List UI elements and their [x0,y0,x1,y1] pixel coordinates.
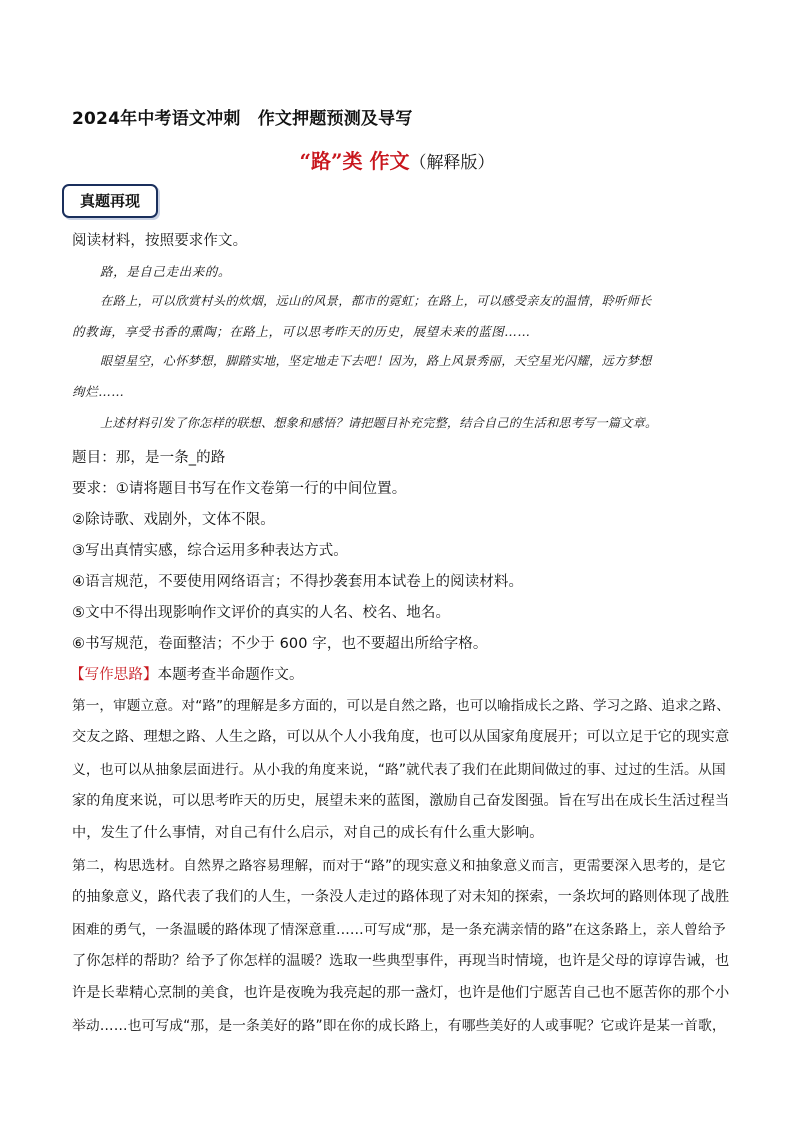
requirement-item: ②除诗歌、戏剧外，文体不限。 [72,512,275,528]
analysis-line: 第一，审题立意。对“路”的理解是多方面的，可以是自然之路，也可以喻指成长之路、学习之路、追求之路、 [72,698,730,714]
material-line: 路，是自己走出来的。 [100,264,232,279]
analysis-line: 义，也可以从抽象层面进行。从小我的角度来说，“路”就代表了我们在此期间做过的事、过过的生活。从国 [72,762,726,778]
analysis-line: 困难的勇气，一条温暖的路体现了情深意重……可写成“那，是一条充满亲情的路”在这条路上，亲人曾给予 [72,922,726,938]
analysis-line: 中，发生了什么事情，对自己有什么启示，对自己的成长有什么重大影响。 [72,825,544,841]
requirement-item: ④语言规范，不要使用网络语言；不得抄袭套用本试卷上的阅读材料。 [72,574,524,590]
writing-approach-label: 【写作思路】 [70,667,158,683]
analysis-line: 第二，构思选材。自然界之路容易理解，而对于“路”的现实意义和抽象意义而言，更需要深入思考的，是它 [72,858,726,874]
subtitle-topic: “路”类 作文 [299,149,410,173]
analysis-line: 家的角度来说，可以思考昨天的历史，展望未来的蓝图，激励自己奋发图强。旨在写出在成长生活过程当 [72,793,730,809]
analysis-line: 交友之路、理想之路、人生之路，可以从个人小我角度，也可以从国家角度展开；可以立足于它的现实意 [72,729,730,745]
material-line: 的教诲，享受书香的熏陶；在路上，可以思考昨天的历史，展望未来的蓝图…… [72,324,531,339]
requirement-item: ⑤文中不得出现影响作文评价的真实的人名、校名、地名。 [72,605,451,621]
writing-approach-line [70,663,304,684]
instruction-line: 阅读材料，按照要求作文。 [72,233,248,249]
material-line: 眼望星空，心怀梦想，脚踏实地，坚定地走下去吧！因为，路上风景秀丽，天空星光闪耀，远方梦想 [100,354,652,368]
analysis-line: 的抽象意义，路代表了我们的人生，一条没人走过的路体现了对未知的探索，一条坎坷的路则体现了战胜 [72,889,730,905]
requirement-item: 要求：①请将题目书写在作文卷第一行的中间位置。 [72,481,407,497]
document-subtitle [0,145,794,174]
section-tag: 真题再现 [62,184,158,218]
material-line: 绚烂…… [72,384,125,399]
prompt-title: 题目：那，是一条_的路 [72,450,226,466]
requirement-item: ③写出真情实感，综合运用多种表达方式。 [72,543,348,559]
requirement-item: ⑥书写规范，卷面整洁；不少于 600 字，也不要超出所给字格。 [72,636,488,652]
subtitle-edition: （解释版） [409,153,495,173]
material-line: 在路上，可以欣赏村头的炊烟，远山的风景，都市的霓虹；在路上，可以感受亲友的温情，聆听师长 [100,294,652,308]
analysis-line: 许是长辈精心烹制的美食，也许是夜晚为我亮起的那一盏灯，也许是他们宁愿苦自己也不愿苦你的那个小 [72,985,730,1001]
material-line: 上述材料引发了你怎样的联想、想象和感悟？请把题目补充完整，结合自己的生活和思考写一篇文章。 [100,416,658,430]
analysis-line: 举动……也可写成“那，是一条美好的路”即在你的成长路上，有哪些美好的人或事呢？它或许是某一首歌， [72,1018,726,1034]
writing-approach-text: 本题考查半命题作文。 [157,667,304,683]
analysis-line: 了你怎样的帮助？给予了你怎样的温暖？选取一些典型事件，再现当时情境，也许是父母的谆谆告诫，也 [72,953,730,969]
document-title: 2024年中考语文冲刺 作文押题预测及导写 [72,109,413,129]
